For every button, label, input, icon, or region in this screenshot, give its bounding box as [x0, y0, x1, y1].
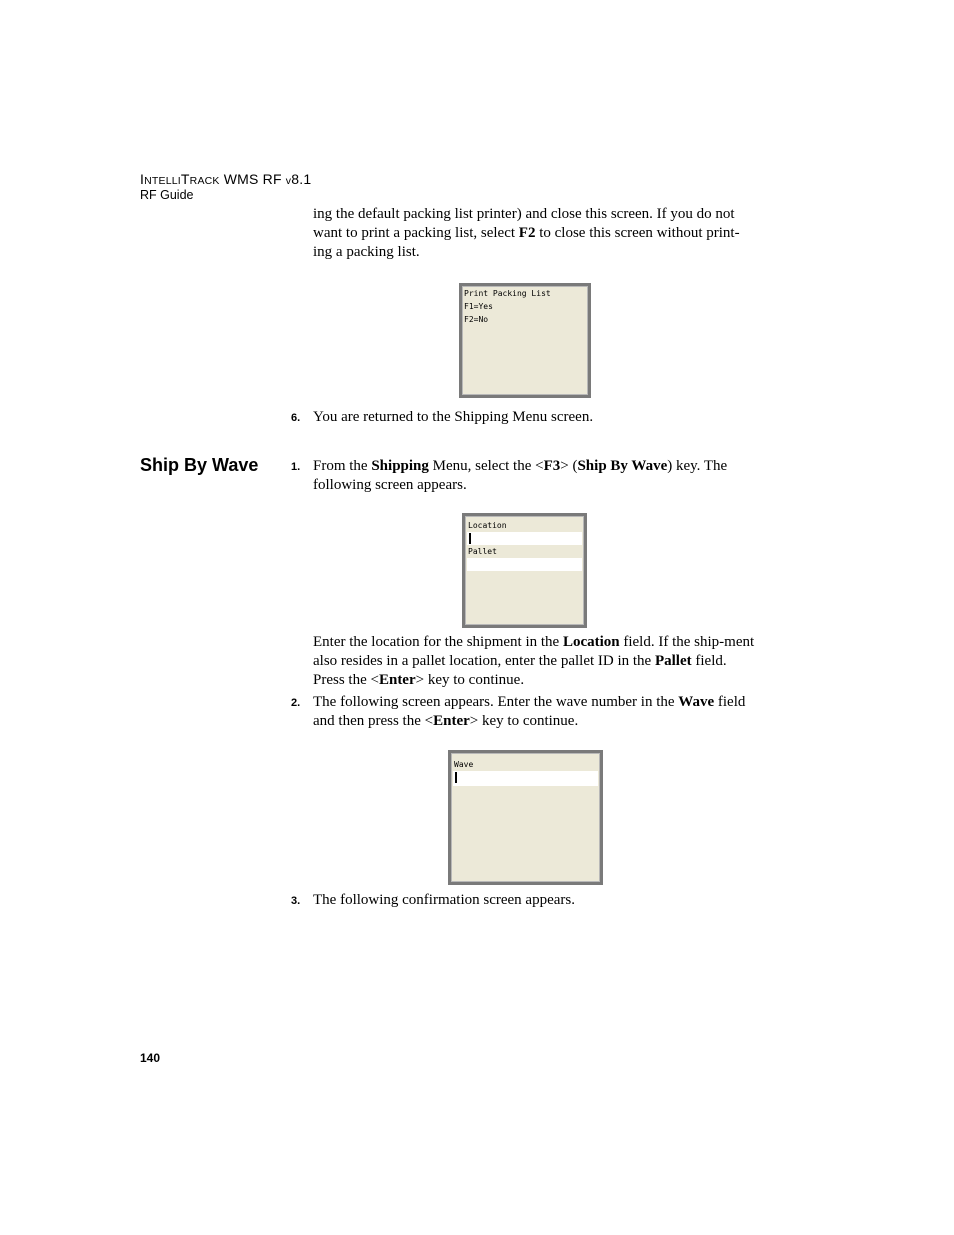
step-text: You are returned to the Shipping Menu screen. [313, 409, 594, 425]
screen-option-f1[interactable]: F1=Yes [464, 302, 493, 311]
section-title: Ship By Wave [140, 455, 259, 475]
text-caret [455, 772, 457, 783]
screen-option-f2[interactable]: F2=No [464, 315, 489, 324]
wave-screen [448, 750, 603, 885]
pallet-input[interactable] [467, 558, 582, 571]
running-header-guide: RF Guide [140, 188, 194, 202]
wave-input[interactable] [453, 771, 598, 786]
step-number: 2. [291, 697, 301, 709]
step-number: 6. [291, 412, 301, 424]
wave-label: Wave [454, 760, 474, 769]
print-packing-list-screen [459, 283, 591, 398]
step-text: The following screen appears. Enter the wave number in the Wave field and then press the <Enter> key to continue. [313, 694, 746, 729]
pallet-label: Pallet [468, 547, 497, 556]
location-instructions: Enter the location for the shipment in the Location field. If the ship-ment also resides in a pallet location, enter the pallet ID in the Pallet field. Press the <Enter> key to continue. [313, 634, 755, 688]
step-text: The following confirmation screen appears. [313, 892, 575, 908]
location-pallet-screen [462, 513, 587, 628]
location-label: Location [468, 521, 507, 530]
step-text: From the Shipping Menu, select the <F3> (Ship By Wave) key. The following screen appears. [313, 458, 728, 493]
screen-prompt-title: Print Packing List [464, 289, 551, 298]
intro-paragraph: ing the default packing list printer) and close this screen. If you do not want to print a packing list, select F2 to close this screen without print-ing a packing list. [313, 206, 740, 260]
step-number: 3. [291, 895, 301, 907]
location-input[interactable] [467, 532, 582, 545]
running-header-title: INTELLITRACK WMS RF v8.1 [140, 171, 312, 187]
step-number: 1. [291, 461, 301, 473]
text-caret [469, 533, 471, 544]
page-number: 140 [140, 1051, 161, 1065]
